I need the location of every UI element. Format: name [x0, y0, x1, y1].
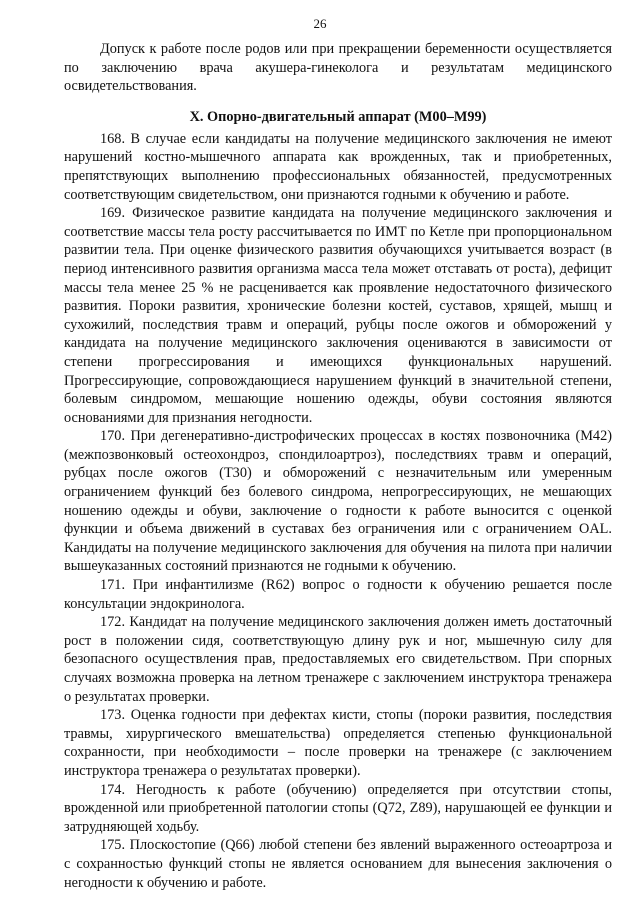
page-number: 26 [313, 16, 327, 31]
paragraph-169: 169. Физическое развитие кандидата на получение медицинского заключения и соответствие массы тела росту рассчитывается по ИМТ по Кетле при пропорциональном развитии тела. При оценке физического развития обучающихся учитывается возраст (в период интенсивного развития организма масса тела может отставать от роста), дефицит массы тела менее 25 % не расценивается как проявление недостаточного физического развития. Пороки развития, хронические болезни костей, суставов, хрящей, мышц и сухожилий, последствия травм и операций, рубцы после ожогов и обморожений у кандидата на получение медицинского заключения оцениваются в зависимости от степени прогрессирования и имеющихся функциональных нарушений. Прогрессирующие, сопровождающиеся нарушением функций в значительной степени, болевым синдромом, мешающие ношению одежды, обуви состояния являются основаниями для признания негодности. [64, 205, 612, 426]
paragraph-174: 174. Негодность к работе (обучению) определяется при отсутствии стопы, врожденной или приобретенной патологии стопы (Q72, Z89), нарушающей ее функции и затрудняющей ходьбу. [64, 781, 612, 835]
paragraph-168: 168. В случае если кандидаты на получение медицинского заключения не имеют нарушений костно-мышечного аппарата как врожденных, так и приобретенных, препятствующих выполнению профессиональных обязанностей, предусмотренных соответствующим свидетельством, они признаются годными к обучению и работе. [64, 130, 612, 203]
paragraph-171: 171. При инфантилизме (R62) вопрос о годности к обучению решается после консультации эндокринолога. [64, 577, 612, 612]
paragraph-173: 173. Оценка годности при дефектах кисти, стопы (пороки развития, последствия травмы, хирургического вмешательства) определяется степенью функциональной сохранности, при необходимости – после проверки на тренажере (с заключением инструктора тренажера о результатах проверки). [64, 707, 612, 779]
document-body [64, 40, 612, 892]
intro-paragraph: Допуск к работе после родов или при прекращении беременности осуществляется по заключению врача акушера-гинеколога и результатам медицинского освидетельствования. [64, 41, 612, 95]
paragraph-175: 175. Плоскостопие (Q66) любой степени без явлений выраженного остеоартроза и с сохранностью функций стопы не является основанием для вынесения заключения о негодности к обучению и работе. [64, 837, 612, 891]
paragraph-172: 172. Кандидат на получение медицинского заключения должен иметь достаточный рост в положении сидя, соответствующую длину рук и ног, мышечную силу для безопасного осуществления прав, предоставляемых его свидетельством. При спорных случаях возможна проверка на летном тренажере с заключением инструктора тренажера о результатах проверки. [64, 614, 612, 705]
paragraph-170: 170. При дегенеративно-дистрофических процессах в костях позвоночника (M42) (межпозвонковый остеохондроз, спондилоартроз), последствиях травм и операций, рубцах после ожогов (T30) и обморожений с незначительным или умеренным ограничением функций без болевого синдрома, непрогрессирующих, не мешающих ношению одежды и обуви, заключение о годности к работе выносится с оценкой функции и объема движений в суставах без ограничения или с ограничением OAL. Кандидаты на получение медицинского заключения для обучения на пилота при наличии вышеуказанных состояний признаются не годными к обучению. [64, 428, 612, 575]
section-title: X. Опорно-двигательный аппарат (M00–M99) [189, 108, 487, 125]
